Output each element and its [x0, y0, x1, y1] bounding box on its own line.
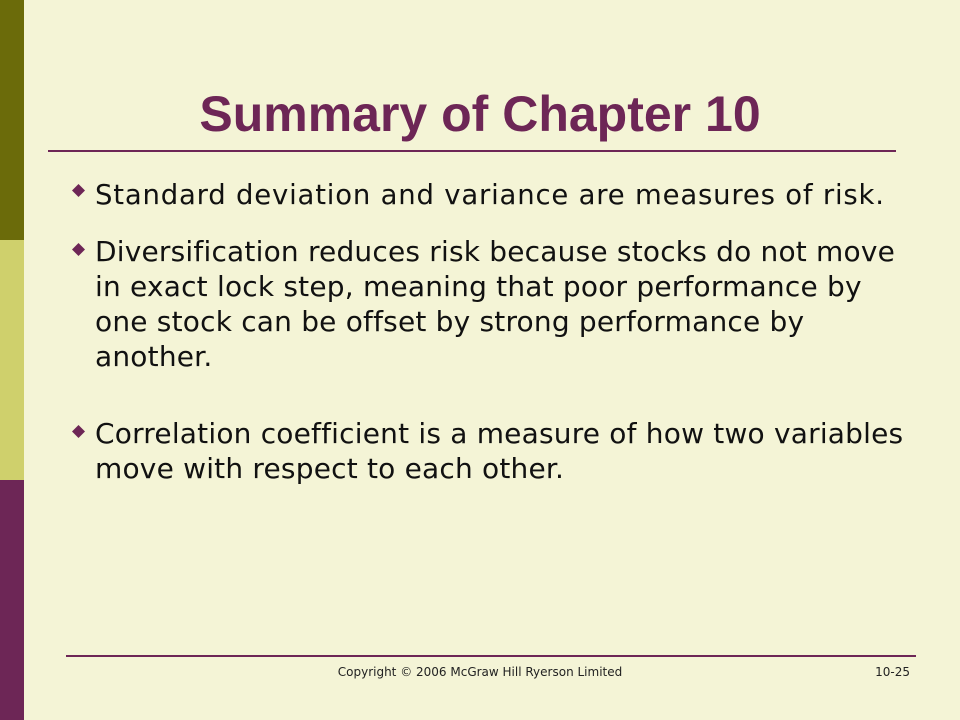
- diamond-bullet-icon: [72, 243, 85, 256]
- bullet-item: [70, 416, 910, 486]
- left-accent-bar-lime: [0, 240, 24, 480]
- bullet-item: [70, 172, 910, 218]
- bullet-text: Correlation coefficient is a measure of how two variables move with respect to each other.: [95, 417, 904, 485]
- bullet-text: Standard deviation and variance are measures of risk.: [95, 179, 885, 211]
- footer-copyright: Copyright © 2006 McGraw Hill Ryerson Limited: [337, 665, 623, 679]
- diamond-bullet-icon: [72, 184, 85, 197]
- left-accent-bar-maroon: [0, 480, 24, 720]
- slide-title: Summary of Chapter 10: [199, 86, 761, 142]
- footer-divider: [66, 655, 916, 657]
- footer-page-number: 10-25: [875, 665, 910, 679]
- bullet-item: [70, 234, 910, 374]
- bullet-list: [70, 172, 910, 486]
- diamond-bullet-icon: [72, 425, 85, 438]
- title-divider: [48, 150, 896, 152]
- bullet-text: Diversification reduces risk because stocks do not move in exact lock step, meaning that poor performance by one stock can be offset by strong performance by another.: [95, 235, 896, 373]
